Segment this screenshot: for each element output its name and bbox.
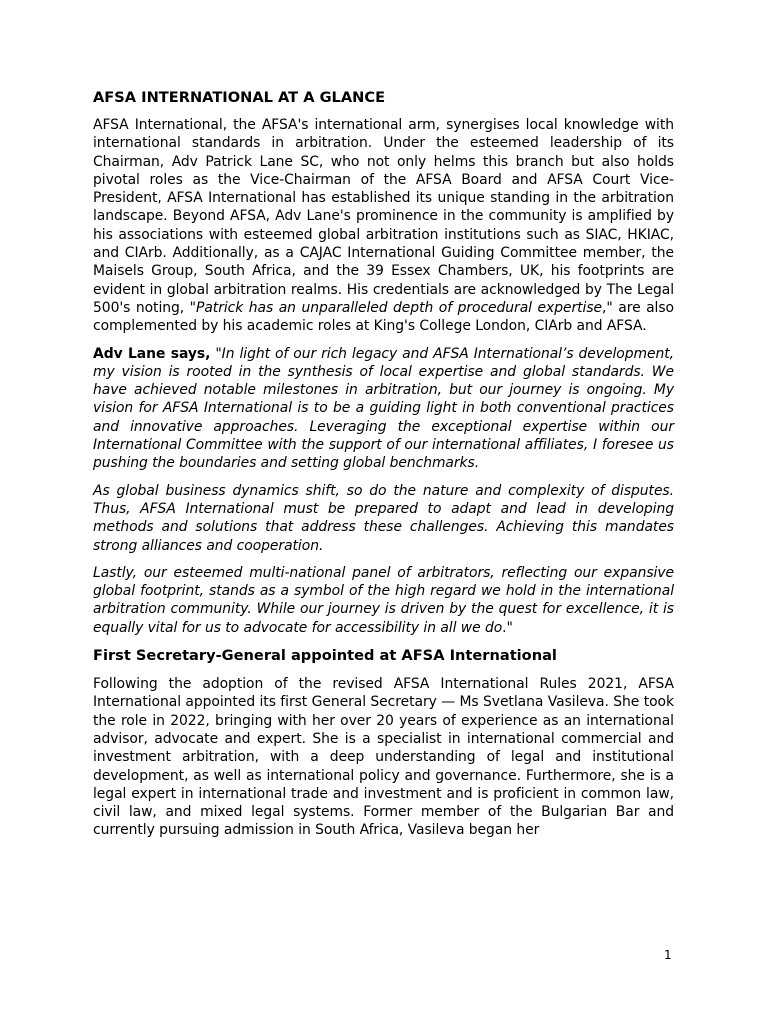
section-heading: First Secretary-General appointed at AFSA International: [93, 647, 557, 665]
document-page: [93, 84, 674, 849]
intro-paragraph: [93, 116, 674, 336]
open-quote-mark: ": [210, 345, 222, 362]
quote-paragraph-1: [93, 345, 674, 473]
quote-paragraph-3: [93, 564, 674, 637]
legal500-quote: Patrick has an unparalleled depth of procedural expertise: [196, 299, 603, 316]
speaker-label: Adv Lane says,: [93, 345, 211, 362]
intro-text-part-2: ," are also complemented by his academic roles at King's College London, CIArb and AFSA.: [93, 299, 675, 335]
secretary-general-paragraph: Following the adoption of the revised AFSA International Rules 2021, AFSA International appointed its first General Secretary — Ms Svetlana Vasileva. She took the role in 2022, bringing with her over 20 years of experience as an international advisor, advocate and expert. She is a specialist in international commercial and investment arbitration, with a deep understanding of legal and institutional development, as well as international policy and governance. Furthermore, she is a legal expert in international trade and investment and is proficient in common law, civil law, and mixed legal systems. Former member of the Bulgarian Bar and currently pursuing admission in South Africa, Vasileva began her: [93, 676, 674, 839]
quote-text-1: In light of our rich legacy and AFSA International’s development, my vision is rooted in the synthesis of local expertise and global standards. We have achieved notable milestones in arbitration, but our journey is ongoing. My vision for AFSA International is to be a guiding light in both conventional practices and innovative approaches. Leveraging the exceptional expertise within our International Committee with the support of our international affiliates, I foresee us pushing the boundaries and setting global benchmarks.: [93, 345, 674, 472]
page-number: 1: [664, 948, 672, 962]
close-quote-mark: .": [502, 619, 513, 636]
intro-text-part-1: AFSA International, the AFSA's international arm, synergises local knowledge with international standards in arbitration. Under the esteemed leadership of its Chairman, Adv Patrick Lane SC, who not only helms this branch but also holds pivotal roles as the Vice-Chairman of the AFSA Board and AFSA Court Vice-President, AFSA International has established its unique standing in the arbitration landscape. Beyond AFSA, Adv Lane's prominence in the community is amplified by his associations with esteemed global arbitration institutions such as SIAC, HKIAC, and CIArb. Additionally, as a CAJAC International Guiding Committee member, the Maisels Group, South Africa, and the 39 Essex Chambers, UK, his footprints are evident in global arbitration realms. His credentials are acknowledged by The Legal 500's noting, ": [93, 117, 674, 316]
page-title: AFSA INTERNATIONAL AT A GLANCE: [93, 89, 386, 106]
quote-text-3: Lastly, our esteemed multi-national panel of arbitrators, reflecting our expansive global footprint, stands as a symbol of the high regard we hold in the international arbitration community. While our journey is driven by the quest for excellence, it is equally vital for us to advocate for accessibility in all we do: [93, 564, 674, 636]
quote-paragraph-2: As global business dynamics shift, so do the nature and complexity of disputes. Thus, AFSA International must be prepared to adapt and lead in developing methods and solutions that address these challenges. Achieving this mandates strong alliances and cooperation.: [93, 482, 674, 554]
